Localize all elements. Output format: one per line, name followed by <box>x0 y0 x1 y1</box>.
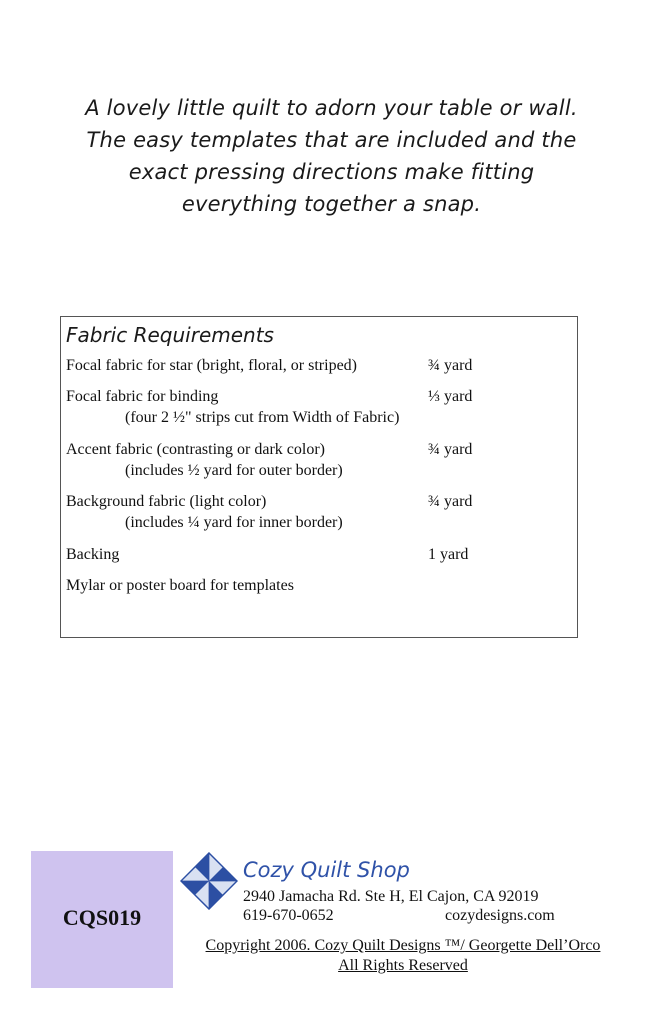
intro-line-1: A lovely little quilt to adorn your table or wall. <box>85 96 578 120</box>
requirement-note: (includes ½ yard for outer border) <box>125 462 343 479</box>
requirement-quantity: ¾ yard <box>428 493 473 510</box>
requirement-item-backing <box>66 544 469 565</box>
shop-website: cozydesigns.com <box>445 907 555 924</box>
quilt-block-pinwheel-icon <box>180 852 238 910</box>
shop-name: Cozy Quilt Shop <box>243 858 410 882</box>
copyright-notice <box>195 936 611 976</box>
pattern-code: CQS019 <box>62 905 142 930</box>
requirement-quantity: ¾ yard <box>428 441 473 458</box>
requirement-item-accent <box>66 439 473 481</box>
copyright-line: Copyright 2006. Cozy Quilt Designs ™/ Georgette Dell’Orco <box>205 937 601 954</box>
requirement-label: Accent fabric (contrasting or dark color) <box>66 441 325 458</box>
fabric-requirements-title: Fabric Requirements <box>66 323 274 347</box>
intro-text <box>40 92 623 220</box>
fabric-requirements-box <box>60 316 578 638</box>
pattern-code-block <box>31 851 173 988</box>
requirement-label: Mylar or poster board for templates <box>66 577 294 594</box>
requirement-label: Focal fabric for star (bright, floral, or striped) <box>66 357 358 374</box>
requirement-quantity: 1 yard <box>428 546 469 563</box>
requirement-item-focal-binding <box>66 386 473 428</box>
requirement-quantity: ⅓ yard <box>428 388 473 405</box>
intro-line-3: exact pressing directions make fitting <box>128 160 535 184</box>
requirement-label: Background fabric (light color) <box>66 493 267 510</box>
requirement-note: (four 2 ½" strips cut from Width of Fabric) <box>125 409 400 426</box>
requirement-item-background <box>66 491 473 533</box>
requirement-quantity: ¾ yard <box>428 357 473 374</box>
intro-line-4: everything together a snap. <box>181 192 482 216</box>
shop-phone: 619-670-0652 <box>243 907 334 924</box>
requirement-item-focal-star <box>66 355 473 376</box>
requirement-label: Focal fabric for binding <box>66 388 219 405</box>
intro-line-2: The easy templates that are included and the <box>86 128 577 152</box>
shop-address: 2940 Jamacha Rd. Ste H, El Cajon, CA 92019 <box>243 888 539 905</box>
rights-reserved-line: All Rights Reserved <box>338 957 468 974</box>
requirement-item-templates <box>66 575 294 596</box>
requirement-note: (includes ¼ yard for inner border) <box>125 514 343 531</box>
requirement-label: Backing <box>66 546 120 563</box>
